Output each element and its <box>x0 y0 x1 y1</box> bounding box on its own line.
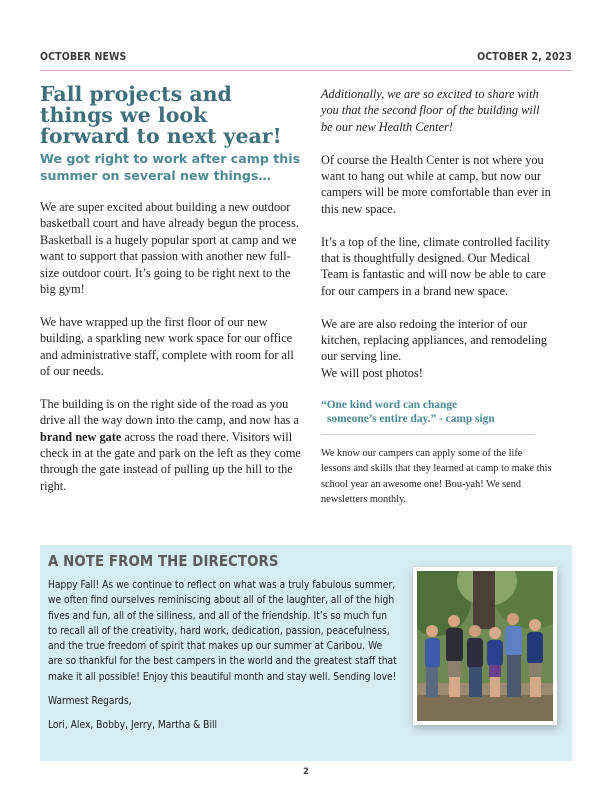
paragraph-life-lessons: We know our campers can apply some of the life lessons and skills that they learned at camp to make this school year an awesome one! Bou-yah! We send newsletters monthly. <box>321 447 552 506</box>
pull-quote <box>321 398 553 427</box>
paragraph-kitchen <box>321 316 553 382</box>
pull-quote-line-2: someone’s entire day.” - camp sign <box>327 413 495 426</box>
directors-note-title: A NOTE FROM THE DIRECTORS <box>48 553 279 570</box>
paragraph-gate-text-end: across the road there. Visitors will check in at the gate and park on the left as they come through the gate instead of pulling up the hill to the right. <box>40 429 301 493</box>
paragraph-facility: It’s a top of the line, climate controlled facility that is thoughtfully designed. Our Medical Team is fantastic and will now be able to care for our campers in a brand new space. <box>321 234 551 298</box>
paragraph-basketball: We are super excited about building a new outdoor basketball court and have already begun the process. Basketball is a hugely popular sport at camp and we want to support that passion with another new full-size outdoor court. It’s going to be right next to the big gym! <box>40 200 299 297</box>
directors-note-body <box>48 578 398 743</box>
directors-note-box <box>40 545 572 761</box>
paragraph-health-center: Of course the Health Center is not where you want to hang out while at camp, but now our campers will be more comfortable than ever in this new space. <box>321 152 551 216</box>
pull-quote-line-1: “One kind word can change <box>321 398 458 411</box>
article-title: Fall projects and things we look forward to next year! <box>40 82 282 148</box>
article-column-left <box>40 199 302 511</box>
article-subtitle: We got right to work after camp this summer on several new things… <box>40 151 301 183</box>
header-divider <box>40 70 572 71</box>
quote-divider <box>321 434 535 435</box>
paragraph-photos-note: We will post photos! <box>321 365 423 380</box>
paragraph-gate <box>40 396 302 494</box>
paragraph-new-building: We have wrapped up the first floor of our new building, a sparkling new work space for our office and administrative staff, complete with room for all of our needs. <box>40 314 294 379</box>
article-column-right <box>321 86 553 507</box>
header-date: OCTOBER 2, 2023 <box>477 51 572 63</box>
directors-note-message: Happy Fall! As we continue to reflect on what was a truly fabulous summer, we often find ourselves reminiscing about all of the laughter, all of the high fives and fun, all of the silliness, and all of the friendship. It’s so much fun to recall all of the creativity, hard work, dedication, passion, peacefulness, and the true freedom of spirit that makes up our summer at Caribou. We are so thankful for the best campers in the world and the greatest staff that make it all possible! Enjoy this beautiful month and stay well. Sending love! <box>48 580 397 683</box>
paragraph-gate-highlight: brand new gate <box>40 429 122 444</box>
paragraph-kitchen-text: We are are also redoing the interior of our kitchen, replacing appliances, and remodeling our serving line. <box>321 316 548 364</box>
directors-note-signature: Lori, Alex, Bobby, Jerry, Martha & Bill <box>48 720 218 732</box>
directors-note-closing: Warmest Regards, <box>48 696 132 708</box>
paragraph-health-center-intro: Additionally, we are so excited to share with you that the second floor of the building will be our new Health Center! <box>321 87 540 134</box>
page-number: 2 <box>303 767 309 777</box>
directors-photo <box>413 567 557 725</box>
paragraph-gate-text-start: The building is on the right side of the road as you drive all the way down into the camp, and now has a <box>40 396 299 428</box>
header-section-label: OCTOBER NEWS <box>40 51 127 63</box>
group-photo-icon <box>417 571 553 721</box>
